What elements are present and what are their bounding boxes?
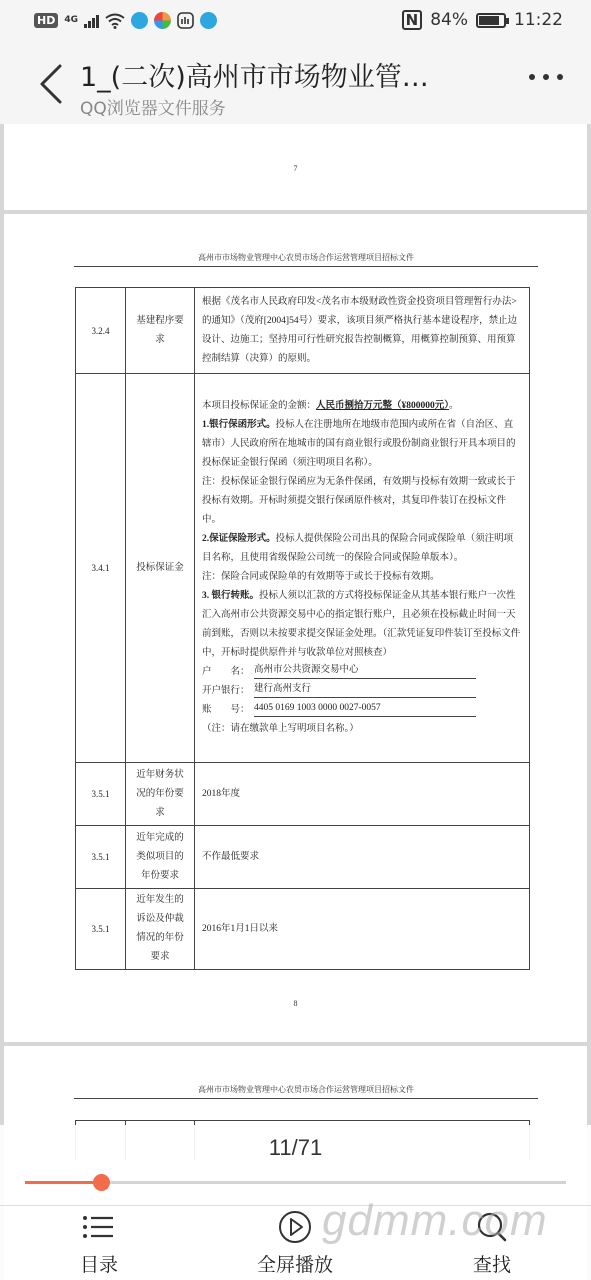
table-row [76,374,530,763]
page-progress-slider[interactable] [25,1181,566,1184]
back-arrow-icon[interactable] [36,62,66,106]
search-button[interactable] [432,1210,552,1277]
status-bar [0,0,591,44]
document-source: QQ浏览器文件服务 [80,99,226,119]
account-bank-line: 开户银行： 建行高州支行 [202,682,522,701]
nfc-icon: N [402,10,423,30]
more-menu-icon[interactable] [529,74,563,80]
spec-table [75,287,530,970]
page-header: 高州市市场物业管理中心农贸市场合作运营管理项目招标文件 [74,1084,538,1099]
wifi-icon [105,13,125,29]
account-name: 高州市公共资源交易中心 [254,663,476,679]
clause-content: 2018年度 [195,763,530,826]
table-row [76,826,530,889]
page-counter: 11/71 [268,1135,323,1160]
account-number: 4405 0169 1003 0000 0027-0057 [254,701,476,717]
app-notification-icon [154,12,171,29]
list-icon [79,1210,119,1244]
table-row [76,288,530,374]
toc-button[interactable] [39,1210,159,1277]
clause-name: 基建程序要求 [126,288,195,374]
page-number: 8 [293,999,298,1008]
page-navigator [0,1125,591,1205]
toc-label: 目录 [79,1254,118,1276]
clause-number: 3.4.1 [76,374,126,763]
page-number: 7 [293,164,298,173]
bond-amount-line: 本项目投标保证金的金额：人民币捌拾万元整（¥800000元）。 [202,401,459,411]
fullscreen-play-label: 全屏播放 [256,1254,333,1276]
app-notification-icon [200,12,217,29]
clause-name: 近年发生的诉讼及仲裁情况的年份要求 [126,889,195,970]
account-name-line: 户 名： 高州市公共资源交易中心 [202,663,522,682]
account-number-line: 账 号： 4405 0169 1003 0000 0027-0057 [202,701,522,720]
progress-thumb[interactable] [93,1174,110,1191]
table-row [76,889,530,970]
document-title: 1_(二次)高州市市场物业管… [80,62,429,93]
search-label: 查找 [472,1254,511,1276]
app-notification-icon [177,12,194,29]
clause-content: 根据《茂名市人民政府印发<茂名市本级财政性资金投资项目管理暂行办法>的通知》（茂府[2004]54号）要求，该项目须严格执行基本建设程序，禁止边设计、边施工；坚持用可行性研究报告控制概算，用概算控制预算、用预算控制结算（决算）的原则。 [195,288,530,374]
signal-icon [84,14,99,28]
table-row [76,763,530,826]
title-bar [0,44,591,124]
play-icon [275,1210,315,1244]
clock: 11:22 [514,10,563,30]
document-page-7 [4,124,587,210]
bond-amount: 人民币捌拾万元整（¥800000元） [316,401,450,411]
clause-number: 3.5.1 [76,889,126,970]
watermark: gdmm.com [322,1196,548,1245]
clause-name: 投标保证金 [126,374,195,763]
fullscreen-play-button[interactable] [235,1210,355,1277]
progress-fill [25,1181,101,1184]
account-note: （注：请在缴款单上写明项目名称。） [202,724,359,734]
bank-guarantee-paragraph: 1.银行保函形式。投标人在注册地所在地级市范围内或所在省（自治区、直辖市）人民政府所在地城市的国有商业银行或股份制商业银行开具本项目的投标保证金银行保函（须注明项目名称）。 [202,420,516,468]
account-bank: 建行高州支行 [254,682,476,698]
insurance-paragraph: 2.保证保险形式。投标人提供保险公司出具的保险合同或保险单（须注明项目名称，且使用省级保险公司统一的保险合同或保险单版本）。 [202,534,514,563]
clause-content: 2016年1月1日以来 [195,889,530,970]
insurance-note: 注：保险合同或保险单的有效期等于或长于投标有效期。 [202,572,440,582]
battery-icon [476,13,506,28]
bottom-toolbar [0,1205,591,1280]
clause-name: 近年完成的类似项目的年份要求 [126,826,195,889]
battery-percent: 84% [430,10,468,30]
clause-name: 近年财务状况的年份要求 [126,763,195,826]
clause-content [195,374,530,763]
clause-number: 3.5.1 [76,763,126,826]
bank-guarantee-note: 注：投标保证金银行保函应为无条件保函，有效期与投标有效期一致或长于投标有效期。开标时须提交银行保函原件核对，其复印件装订在投标文件中。 [202,477,516,525]
clause-number: 3.2.4 [76,288,126,374]
app-notification-icon [131,12,148,29]
hd-badge: HD [34,13,58,28]
document-page-8 [4,214,587,1042]
network-type: 4G [64,15,78,25]
clause-number: 3.5.1 [76,826,126,889]
page-header: 高州市市场物业管理中心农贸市场合作运营管理项目招标文件 [74,252,538,267]
bank-transfer-paragraph: 3. 银行转账。投标人须以汇款的方式将投标保证金从其基本银行账户一次性汇入高州市公共资源交易中心的指定银行账户，且必须在投标截止时间一天前到账，否则以未按要求提交保证金处理。（汇款凭证复印件装订至投标文件中，开标时提供原件并与收款单位对照核查） [202,591,521,658]
search-icon [472,1210,512,1244]
clause-content: 不作最低要求 [195,826,530,889]
document-viewer[interactable] [0,124,591,1280]
